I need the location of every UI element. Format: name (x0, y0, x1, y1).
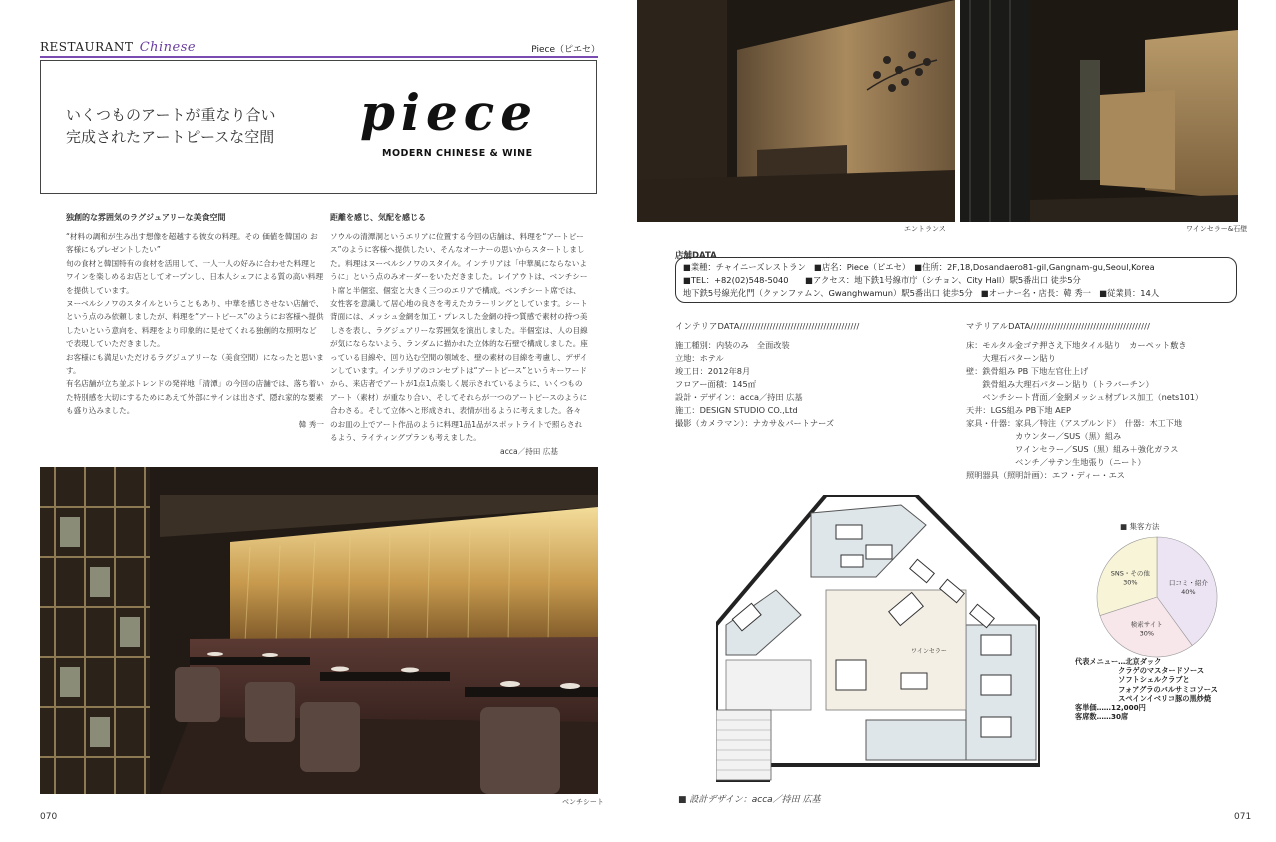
headline (66, 104, 276, 148)
interior-data-row: 立地：ホテル (675, 353, 724, 363)
material-data-row: ワインセラー／SUS（黒）組み＋強化ガラス (966, 444, 1179, 454)
interior-data-row: 設計・デザイン：acca／持田 広基 (675, 392, 803, 402)
menu-line: 客席数……30席 (1075, 712, 1129, 722)
pie-slice-label: SNS・その他 (1110, 569, 1150, 578)
col1-paragraph: お客様にも満足いただけるラグジュアリーな（美食空間）になったと思います。 (66, 352, 324, 376)
col2-paragraph: ソウルの清潭洞というエリアに位置する今回の店舗は、料理を“アートピース”のように客様へ提供したい、そんなオーナーの思いからスタートしました。料理はヌーベルシノワのスタイル。インテリアは「中華風にならないように」という点のみオーダーをいただきました。レイアウトは、ベンチシート席と半個室、個室と大きく三つのエリアで構成。ベンチシート席では、女性客を意識して居心地の良さを考えたカラーリングとしています。シート背面には、メッシュ金網を加工・プレスした金網の持つ質感で素材の持つ美しさを表し、ラグジュアリーな雰囲気を演出しました。半個室は、人の目線が気にならないよう、ランダムに描かれた立体的な石壁で構成しました。座っている目線や、回り込む空間の領域を、壁の素材の目線を考慮し、デザインしています。インテリアのコンセプトは“アートピース”というキーワードから、来店者でアートが1点1点楽しく展示されているように、いくつものアート（素材）が重なり合い、そしてそれらが一つのアートピースのように合わさる。そして立体へと形成され、表情が出るように考えました。各々のお皿の上でアート作品のように料理1品1品がスポットライトで照らされるよう、ライティングプランも考えました。 (330, 232, 588, 443)
col1-paragraph: ヌーベルシノワのスタイルということもあり、中華を感じさせない店舗で、という点のみ依頼しましたが、料理を“アートピース”のようにお客様へ提供したいという意向を、料理をより印象的に見せてくれる独創的な照明などで表現していただきました。 (66, 299, 324, 349)
plan-label-wine-cellar: ワインセラー (911, 648, 947, 655)
col2-body (330, 230, 588, 458)
header-rule (40, 56, 598, 58)
pie-slice-value: 30% (1139, 629, 1155, 638)
interior-data-row: 施工種別：内装のみ 全面改装 (675, 340, 790, 350)
plan-restroom (726, 660, 811, 710)
col2-author: acca／持田 広基 (499, 446, 558, 456)
material-data-list (966, 339, 1203, 482)
material-data-row: ベンチ／サテン生地張り（ニート） (966, 457, 1146, 467)
col1-heading: 独創的な雰囲気のラグジュアリーな美食空間 (66, 213, 226, 222)
col1-paragraph: 有名店舗が立ち並ぶトレンドの発祥地「清潭」の今回の店舗では、落ち着いた特別感を大切にするためにあえて外部にサインは出さず、隠れ家的な要素も盛り込みました。 (66, 379, 324, 416)
entrance-illustration (637, 0, 955, 222)
plan-stair (716, 710, 771, 780)
material-data-row: ベンチシート背面／金網メッシュ材プレス加工（nets101） (966, 392, 1204, 402)
pie-title: ■ 集客方法 (1120, 522, 1160, 531)
col1-paragraph: “材料の調和が生み出す想像を超越する彼女の料理。その 価値を韓国の お客様にもプレゼントしたい” (66, 232, 318, 255)
logo-subtitle: MODERN CHINESE & WINE (382, 148, 533, 159)
menu-line: ソフトシェルクラブと (1075, 675, 1190, 685)
wine-cellar-illustration (960, 0, 1238, 222)
material-data-row: 家具・什器：家具／特注（アスプルンド） 什器：木工下地 (966, 418, 1183, 428)
col1-body (66, 230, 324, 431)
headline-line-2: 完成されたアートピースな空間 (66, 128, 275, 146)
col2-heading: 距離を感じ、気配を感じる (330, 213, 426, 222)
restaurant-logo: piece (360, 83, 539, 142)
section-sub: Chinese (139, 40, 197, 55)
material-data-row: 大理石パターン貼り (966, 353, 1056, 363)
interior-data-row: 撮影（カメラマン）：ナカサ＆パートナーズ (675, 418, 835, 428)
material-data-heading: マテリアルDATA//////////////////////////////////////// (966, 321, 1151, 331)
material-data-row: 壁：鉄骨組み PB 下地左官仕上げ (966, 366, 1089, 376)
interior-data-heading: インテリアDATA//////////////////////////////////////// (675, 321, 860, 331)
plan-elevator (836, 660, 866, 690)
material-data-row: 天井：LGS組み PB下地 AEP (966, 405, 1071, 415)
menu-line: クラゲのマスタードソース (1075, 666, 1205, 676)
material-data-row: カウンター／SUS（黒）組み (966, 431, 1122, 441)
section-label: RESTAURANT (40, 40, 134, 54)
menu-line: 代表メニュー…北京ダック (1075, 657, 1162, 666)
pie-slice-label: 検索サイト (1130, 620, 1163, 629)
bench-seat-illustration (40, 467, 598, 794)
wine-cellar-photo (960, 0, 1238, 222)
customer-acquisition-pie (1092, 532, 1222, 662)
interior-data-row: フロアー面積：145㎡ (675, 379, 756, 389)
design-credit: ■ 設計デザイン：acca／持田 広基 (678, 795, 821, 805)
left-folio: 070 (40, 812, 58, 822)
store-data-line: ■TEL：+82(02)548-5040 ■アクセス：地下鉄1号線市庁（シチョン、City Hall）駅5番出口 徒歩5分 (683, 275, 1081, 285)
wine-cellar-caption: ワインセラー&石壁 (1186, 225, 1248, 233)
material-data-row: 照明器具（照明計画）：エフ・ディー・エス (966, 470, 1125, 480)
store-data-title: 店舗DATA (675, 251, 717, 261)
store-data-line: 地下鉄5号線光化門（クァンファムン、Gwanghwamun）駅5番出口 徒歩5分 ■オーナー名・店長：韓 秀一 ■従業員：14人 (683, 288, 1160, 298)
entrance-caption: エントランス (904, 225, 946, 233)
bench-photo-caption: ベンチシート (562, 798, 604, 806)
pie-slice-value: 30% (1123, 578, 1138, 587)
menu-line: スペインイベリコ豚の黒炒焼 (1075, 693, 1212, 703)
interior-data-list (675, 339, 834, 430)
interior-data-row: 竣工日：2012年8月 (675, 366, 751, 376)
section-tag (40, 40, 196, 55)
material-data-row: 床：モルタル金ゴテ押さえ下地タイル貼り カーペット敷き (966, 340, 1187, 350)
material-data-row: 鉄骨組み大理石パターン貼り（トラバーチン） (966, 379, 1154, 389)
col1-paragraph: 旬の食材と韓国特有の食材を活用して、一人一人の好みに合わせた料理とワインを楽しめるお店としてオープンし、日本人シェフによる質の高い料理を提供しています。 (66, 258, 324, 295)
interior-data-row: 施工：DESIGN STUDIO CO.,Ltd (675, 405, 798, 415)
menu-line: フォアグラのバルサミコソース (1075, 684, 1218, 694)
floor-plan (716, 495, 1040, 785)
menu-line: 客単価……12,000円 (1075, 703, 1146, 713)
entrance-photo (637, 0, 955, 222)
col1-author: 韓 秀一 (298, 419, 324, 429)
store-data-line: ■業種：チャイニーズレストラン ■店名：Piece（ピエセ） ■住所：2F,18,Dosandaero81-gil,Gangnam-gu,Seoul,Korea (683, 262, 1155, 272)
bench-seat-photo (40, 467, 598, 794)
pie-slice-value: 40% (1181, 587, 1196, 596)
right-folio: 071 (1234, 812, 1252, 822)
pie-slice-label: 口コミ・紹介 (1168, 578, 1208, 587)
headline-line-1: いくつものアートが重なり合い (66, 106, 276, 124)
plan-seating (866, 720, 966, 760)
menu-info (1075, 657, 1218, 721)
page-name: Piece（ピエセ） (531, 45, 600, 55)
